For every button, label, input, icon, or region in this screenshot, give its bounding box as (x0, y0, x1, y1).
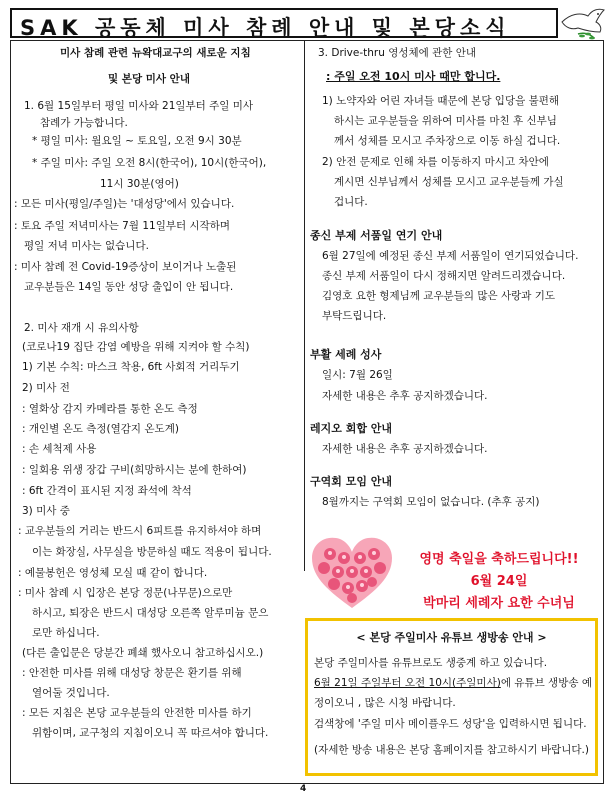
page-header (10, 8, 558, 38)
vow-line: 부탁드립니다. (322, 310, 387, 322)
legio-line: 자세한 내용은 추후 공지하겠습니다. (322, 443, 488, 455)
left-line: 1. 6월 15일부터 평일 미사와 21일부터 주일 미사 (24, 100, 254, 112)
left-line: : 토요 주일 저녁미사는 7월 11일부터 시작하며 (14, 220, 231, 232)
left-line: : 개인별 온도 측정(열감지 온도계) (22, 423, 179, 435)
left-line: 2) 미사 전 (22, 382, 70, 394)
drive-thru-title: 3. Drive-thru 영성체에 관한 안내 (318, 47, 477, 59)
drive-line: 1) 노약자와 어린 자녀들 때문에 본당 입당을 불편해 (322, 95, 559, 107)
left-line: : 손 세척제 사용 (22, 443, 97, 455)
page-number: 4 (300, 784, 307, 794)
left-line: : 미사 참례 시 입장은 본당 정문(나무문)으로만 (18, 587, 233, 599)
drive-line: 께서 성체를 모시고 주차장으로 이동 하실 겁니다. (334, 135, 561, 147)
baptism-title: 부활 세례 성사 (310, 348, 382, 361)
dove-icon (558, 4, 608, 44)
feast-name: 박마리 세례자 요한 수녀님 (423, 596, 575, 611)
left-line: 참례가 가능합니다. (40, 117, 128, 129)
left-line: 3) 미사 중 (22, 505, 70, 517)
feast-date: 6월 24일 (470, 574, 528, 589)
baptism-line: 일시: 7월 26일 (322, 369, 393, 381)
youtube-notice-box (305, 618, 598, 776)
left-line: : 열화상 감지 카메라를 통한 온도 측정 (22, 403, 198, 415)
left-line: : 미사 참례 전 Covid-19증상이 보이거나 노출된 (14, 261, 237, 273)
drive-line: 계시면 신부님께서 성체를 모시고 교우분들께 가실 (334, 176, 564, 188)
left-line: 이는 화장실, 사무실을 방문하실 때도 적용이 됩니다. (32, 546, 272, 558)
baptism-line: 자세한 내용은 추후 공지하겠습니다. (322, 390, 488, 402)
left-line: : 6ft 간격이 표시된 지정 좌석에 착석 (22, 485, 192, 497)
left-line: 교우분들은 14일 동안 성당 출입이 안 됩니다. (24, 281, 234, 293)
left-line: 11시 30분(영어) (100, 178, 179, 190)
left-line: : 교우분들의 거리는 반드시 6피트를 유지하셔야 하며 (18, 525, 262, 537)
youtube-line: 6월 21일 주일부터 오전 10시(주일미사)에 유튜브 생방송 예 (314, 677, 592, 689)
drive-line: 하시는 교우분들을 위하여 미사를 마친 후 신부님 (334, 115, 557, 127)
drive-line: 2) 안전 문제로 인해 차를 이동하지 마시고 차안에 (322, 156, 549, 168)
left-line: (다른 출입문은 당분간 폐쇄 했사오니 참고하십시오.) (22, 647, 264, 659)
left-line: * 주일 미사: 주일 오전 8시(한국어), 10시(한국어), (32, 157, 267, 169)
left-line: 2. 미사 재개 시 유의사항 (24, 322, 139, 334)
page-title: SAK 공동체 미사 참례 안내 및 본당소식 (20, 16, 511, 40)
vow-line: 6월 27일에 예정된 종신 부제 서품일이 연기되었습니다. (322, 250, 579, 262)
youtube-line: 본당 주일미사를 유튜브로도 생중계 하고 있습니다. (314, 657, 548, 669)
drive-line: 겁니다. (334, 196, 368, 208)
youtube-line: (자세한 방송 내용은 본당 홈페이지를 참고하시기 바랍니다.) (314, 744, 589, 756)
column-divider (304, 41, 305, 571)
left-line: 열어둘 것입니다. (32, 687, 110, 699)
youtube-line: 정이오니 , 많은 시청 바랍니다. (314, 697, 456, 709)
left-heading-2: 및 본당 미사 안내 (108, 73, 190, 85)
youtube-title: < 본당 주일미사 유튜브 생방송 안내 > (356, 631, 547, 644)
left-line: 로만 하십니다. (32, 627, 100, 639)
left-line: * 평일 미사: 월요일 ~ 토요일, 오전 9시 30분 (32, 135, 242, 147)
rose-heart-icon (310, 536, 394, 612)
district-line: 8월까지는 구역회 모임이 없습니다. (추후 공지) (322, 496, 540, 508)
left-line: : 모든 미사(평일/주일)는 '대성당'에서 있습니다. (14, 198, 235, 210)
left-line: : 안전한 미사를 위해 대성당 창문은 환기를 위해 (22, 667, 242, 679)
district-title: 구역회 모임 안내 (310, 475, 393, 488)
vow-title: 종신 부제 서품일 연기 안내 (310, 229, 443, 242)
left-line: 하시고, 퇴장은 반드시 대성당 오른쪽 알루미늄 문으 (32, 607, 269, 619)
vow-line: 종신 부제 서품일이 다시 정해지면 알려드리겠습니다. (322, 270, 566, 282)
left-line: 평일 저녁 미사는 없습니다. (24, 240, 149, 252)
left-line: 위함이며, 교구청의 지침이오니 꼭 따르셔야 합니다. (32, 727, 269, 739)
left-line: : 예물봉헌은 영성체 모실 때 같이 합니다. (18, 567, 208, 579)
left-line: (코로나19 집단 감염 예방을 위해 지켜야 할 수칙) (22, 341, 250, 353)
feast-day-banner (306, 534, 602, 614)
vow-line: 김영호 요한 형제님께 교우분들의 많은 사랑과 기도 (322, 290, 556, 302)
drive-thru-subtitle: : 주일 오전 10시 미사 때만 합니다. (326, 70, 501, 83)
feast-greeting: 영명 축일을 축하드립니다!! (419, 552, 579, 567)
left-heading-1: 미사 참례 관련 뉴왁대교구의 새로운 지침 (60, 47, 251, 59)
left-line: : 모든 지침은 본당 교우분들의 안전한 미사를 하기 (22, 707, 252, 719)
left-line: 1) 기본 수칙: 마스크 착용, 6ft 사회적 거리두기 (22, 361, 240, 373)
left-line: : 일회용 위생 장갑 구비(희망하시는 분에 한하여) (22, 464, 247, 476)
legio-title: 레지오 회합 안내 (310, 422, 393, 435)
youtube-line: 검색창에 '주일 미사 메이플우드 성당'을 입력하시면 됩니다. (314, 718, 587, 730)
